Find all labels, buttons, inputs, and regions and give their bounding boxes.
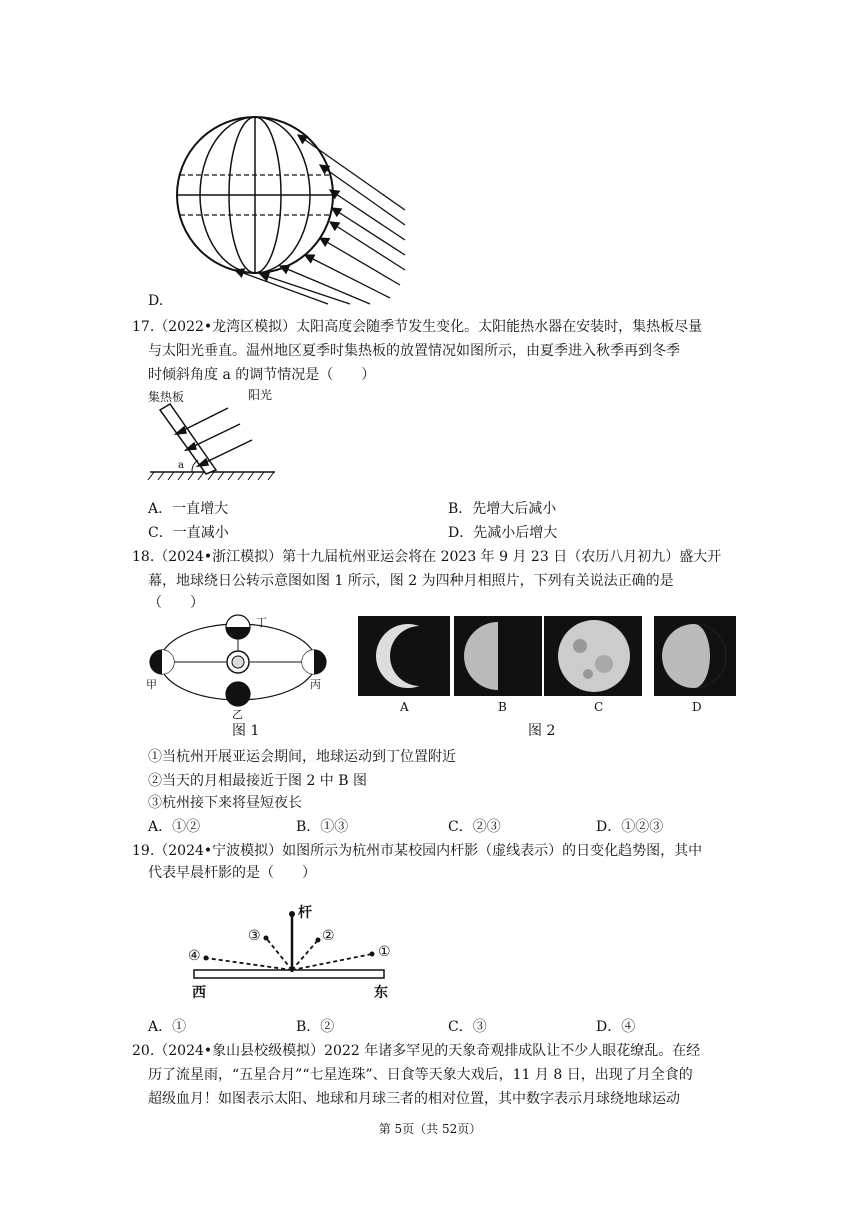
q18-stem-line-2: 幕，地球绕日公转示意图如图 1 所示，图 2 为四种月相照片，下列有关说法正确的是: [148, 573, 674, 589]
q18-option-a: A．①②: [148, 819, 201, 835]
q19-west-label: 西: [192, 985, 206, 1001]
q19-stem-line-2: 代表早晨杆影的是（ ）: [148, 865, 316, 881]
q18-fig1-orbit: [146, 612, 346, 721]
q19-option-b: B．②: [296, 1019, 335, 1035]
q18-fig2-moon-photos: [358, 616, 738, 726]
page-footer: 第 5页（共 52页）: [378, 1122, 482, 1136]
q16-option-d: D.: [148, 293, 164, 309]
q18-statement-2: ②当天的月相最接近于图 2 中 B 图: [148, 773, 367, 789]
q17-stem-line-3: 时倾斜角度 a 的调节情况是（ ）: [148, 367, 376, 383]
q19-pole-shadow-figure: [186, 900, 416, 1006]
q18-fig1-caption: 图 1: [232, 723, 260, 739]
q18-stem-line-3: （ ）: [148, 595, 204, 611]
q19-pole-label: 杆: [298, 905, 312, 921]
q18-fig2-label-a: A: [400, 700, 409, 714]
q18-fig2-caption: 图 2: [528, 723, 556, 739]
q17-option-a: A．一直增大: [148, 501, 229, 517]
q18-option-c: C．②③: [448, 819, 501, 835]
q18-stem-line-1: 18.（2024•浙江模拟）第十九届杭州亚运会将在 2023 年 9 月 23 日（农历八月初九）盛大开: [132, 549, 722, 565]
q17-option-d: D．先减小后增大: [448, 525, 558, 541]
q18-fig2-label-c: C: [594, 700, 604, 714]
q17-option-b: B．先增大后减小: [448, 501, 557, 517]
q18-option-b: B．①③: [296, 819, 349, 835]
q20-stem-line-1: 20.（2024•象山县校级模拟）2022 年诸多罕见的天象奇观排成队让不少人眼花缭乱。在经: [132, 1043, 701, 1059]
q18-fig1-label-ding: 丁: [256, 616, 267, 629]
q19-option-d: D．④: [596, 1019, 636, 1035]
q19-east-label: 东: [374, 985, 388, 1001]
q19-shadow-label-1: ①: [378, 944, 391, 960]
q19-option-a: A．①: [148, 1019, 187, 1035]
q18-fig1-label-yi: 乙: [232, 708, 243, 721]
q19-shadow-label-2: ②: [322, 928, 335, 944]
q17-option-c: C．一直减小: [148, 525, 229, 541]
q17-panel-label: 集热板: [148, 390, 185, 404]
q19-shadow-label-3: ③: [248, 928, 261, 944]
q18-fig1-label-bing: 丙: [310, 678, 321, 691]
q16-globe-figure: [170, 110, 410, 305]
q18-option-d: D．①②③: [596, 819, 664, 835]
q18-fig1-label-jia: 甲: [146, 678, 157, 691]
q17-light-label: 阳光: [248, 388, 273, 402]
q17-stem-line-2: 与太阳光垂直。温州地区夏季时集热板的放置情况如图所示，由夏季进入秋季再到冬季: [148, 343, 680, 359]
q19-stem-line-1: 19.（2024•宁波模拟）如图所示为杭州市某校园内杆影（虚线表示）的日变化趋势图，其中: [132, 843, 703, 859]
q19-shadow-label-4: ④: [188, 948, 201, 964]
q18-statement-1: ①当杭州开展亚运会期间，地球运动到丁位置附近: [148, 749, 456, 765]
q17-stem-line-1: 17.（2022•龙湾区模拟）太阳高度会随季节发生变化。太阳能热水器在安装时，集热板尽量: [132, 319, 703, 335]
q20-stem-line-2: 历了流星雨，“五星合月”“七星连珠”、日食等天象大戏后，11 月 8 日，出现了月全食的: [148, 1067, 693, 1083]
q18-fig2-label-d: D: [692, 700, 702, 714]
q20-stem-line-3: 超级血月！如图表示太阳、地球和月球三者的相对位置，其中数字表示月球绕地球运动: [148, 1091, 680, 1107]
q18-fig2-label-b: B: [498, 700, 507, 714]
q19-option-c: C．③: [448, 1019, 487, 1035]
q17-angle-label: a: [178, 460, 184, 471]
q18-statement-3: ③杭州接下来将昼短夜长: [148, 795, 302, 811]
q17-figure: [140, 388, 300, 488]
